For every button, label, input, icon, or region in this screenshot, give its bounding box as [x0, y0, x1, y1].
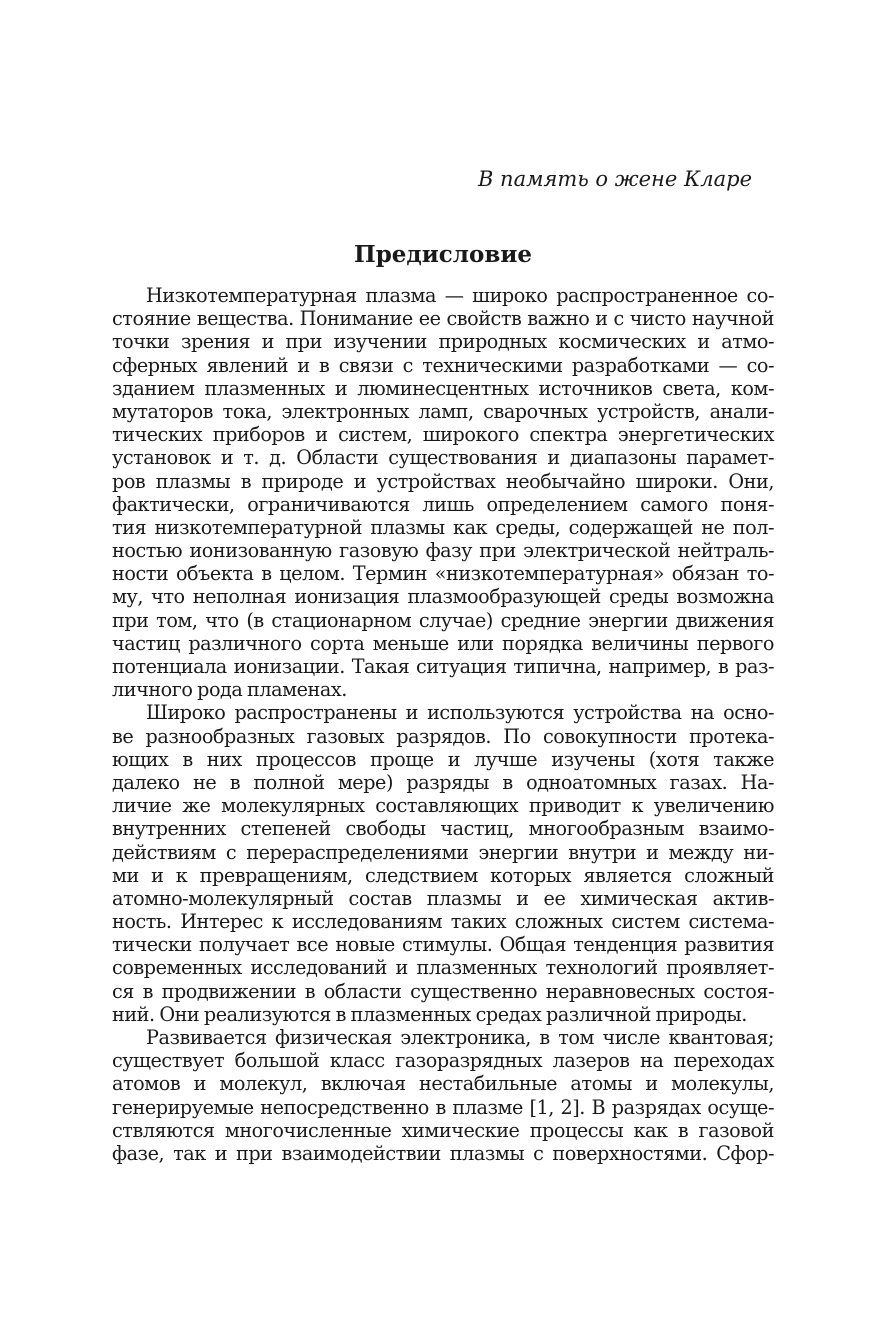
- text-line: ми и к превращениям, следствием которых является сложный: [112, 863, 774, 887]
- text-line: ности объекта в целом. Термин «низкотемпературная» обязан то-: [112, 562, 774, 586]
- text-line: ствляются многочисленные химические процессы как в газовой: [112, 1118, 774, 1142]
- text-line: потенциала ионизации. Такая ситуация типична, например, в раз-: [112, 655, 774, 678]
- text-line: личие же молекулярных составляющих приводит к увеличению: [112, 794, 774, 818]
- text-line: мутаторов тока, электронных ламп, сварочных устройств, анали-: [112, 399, 774, 423]
- text-line: действиям с перераспределениями энергии внутри и между ни-: [112, 840, 774, 864]
- text-line: сферных явлений и в связи с техническими разработками — со-: [112, 353, 774, 377]
- text-line: ний. Они реализуются в плазменных средах различной природы.: [112, 1002, 747, 1026]
- text-line: внутренних степеней свободы частиц, многообразным взаимо-: [112, 817, 774, 841]
- text-line: Низкотемпературная плазма — широко распространенное со-: [146, 284, 774, 307]
- text-line: ве разнообразных газовых разрядов. По совокупности протека-: [112, 724, 774, 748]
- text-line: тически получает все новые стимулы. Общая тенденция развития: [112, 933, 774, 957]
- text-line: атомов и молекул, включая нестабильные атомы и молекулы,: [112, 1072, 774, 1096]
- paragraph: [112, 1026, 774, 1165]
- text-line: фазе, так и при взаимодействии плазмы с поверхностями. Сфор-: [112, 1141, 774, 1165]
- text-line: точки зрения и при изучении природных космических и атмо-: [112, 330, 774, 354]
- text-line: Развивается физическая электроника, в том числе квантовая;: [146, 1026, 774, 1049]
- page-title: Предисловие: [353, 241, 533, 268]
- text-line: зданием плазменных и люминесцентных источников света, ком-: [112, 376, 774, 400]
- text-line: установок и т. д. Области существования и диапазоны парамет-: [112, 446, 774, 470]
- text-line: ющих в них процессов проще и лучше изучены (хотя также: [112, 747, 774, 771]
- text-line: стояние вещества. Понимание ее свойств важно и с чисто научной: [112, 307, 774, 331]
- text-line: Широко распространены и используются устройства на осно-: [146, 701, 774, 725]
- text-line: ров плазмы в природе и устройствах необычайно широки. Они,: [112, 469, 774, 493]
- text-line: ся в продвижении в области существенно неравновесных состоя-: [112, 979, 774, 1003]
- text-line: частиц различного сорта меньше или порядка величины первого: [112, 631, 774, 655]
- text-line: генерируемые непосредственно в плазме [1, 2]. В разрядах осуще-: [112, 1095, 774, 1119]
- text-line: далеко не в полной мере) разряды в одноатомных газах. На-: [112, 770, 774, 794]
- text-line: существует большой класс газоразрядных лазеров на переходах: [112, 1049, 774, 1073]
- paragraph: [112, 284, 774, 701]
- dedication: В память о жене Кларе: [477, 167, 752, 191]
- text-line: ность. Интерес к исследованиям таких сложных систем система-: [112, 910, 774, 934]
- text-line: тия низкотемпературной плазмы как среды, содержащей не пол-: [112, 515, 774, 539]
- text-line: му, что неполная ионизация плазмообразующей среды возможна: [112, 585, 774, 609]
- text-line: атомно-молекулярный состав плазмы и ее химическая актив-: [112, 886, 774, 910]
- text-line: ностью ионизованную газовую фазу при электрической нейтраль-: [112, 539, 774, 563]
- text-line: тических приборов и систем, широкого спектра энергетических: [112, 423, 774, 447]
- text-line: личного рода пламенах.: [112, 678, 347, 702]
- text-line: фактически, ограничиваются лишь определением самого поня-: [112, 492, 774, 516]
- paragraph: [112, 701, 774, 1026]
- text-line: при том, что (в стационарном случае) средние энергии движения: [112, 608, 774, 632]
- text-line: современных исследований и плазменных технологий проявляет-: [112, 956, 774, 980]
- preface-body: [112, 284, 774, 1165]
